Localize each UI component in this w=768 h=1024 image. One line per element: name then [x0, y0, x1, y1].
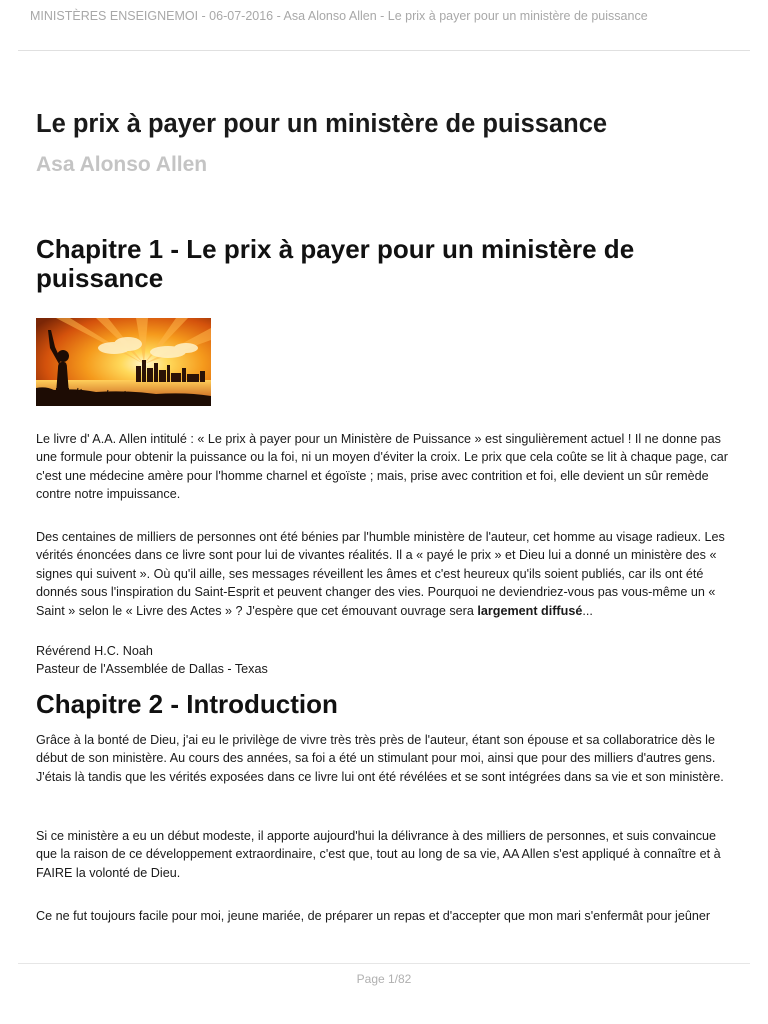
chapter-1-heading: Chapitre 1 - Le prix à payer pour un ministère de puissance: [36, 234, 635, 293]
chapter-2-heading: Chapitre 2 - Introduction: [36, 689, 338, 719]
document-author: Asa Alonso Allen: [36, 153, 208, 176]
chapter-1-paragraph-1: Le livre d' A.A. Allen intitulé : « Le prix à payer pour un Ministère de Puissance » est singulièrement actuel ! Il ne donne pas une formule pour obtenir la puissance ou la foi, ni un moyen d'éviter la croix. Le prix que cela coûte se lit à chaque page, car c'est une médecine amère pour l'homme charnel et égoïste ; mais, prise avec contrition et foi, elle devient un sûr remède contre notre impuissance.: [36, 432, 728, 502]
chapter-1-paragraph-2-end: ...: [582, 603, 593, 618]
sunset-silhouette-illustration: [36, 318, 211, 406]
chapter-1-paragraph-2-text: Des centaines de milliers de personnes ont été bénies par l'humble ministère de l'auteur, cet homme au visage radieux. Les vérités énoncées dans ce livre sont pour lui de vivantes réalités. Il a « payé le prix » et Dieu lui a donné un ministère des « signes qui suivent ». Où qu'il aille, ses messages réveillent les âmes et c'est heureux qu'ils soient publiés, car ils ont été donnés sous l'inspiration du Saint-Esprit et peuvent changer des vies. Pourquoi ne deviendriez-vous pas vous-même un « Saint » selon le « Livre des Actes » ? J'espère que cet émouvant ouvrage sera: [36, 530, 725, 618]
signature-block: [36, 642, 736, 679]
chapter-2-paragraph-3: Ce ne fut toujours facile pour moi, jeune mariée, de préparer un repas et d'accepter que mon mari s'enfermât pour jeûner: [36, 909, 711, 923]
footer-divider: [18, 963, 750, 964]
signature-role: Pasteur de l'Assemblée de Dallas - Texas: [36, 662, 268, 677]
chapter-1-paragraph-2: [36, 528, 736, 620]
running-header: MINISTÈRES ENSEIGNEMOI - 06-07-2016 - Asa Alonso Allen - Le prix à payer pour un ministère de puissance: [18, 0, 750, 51]
signature-name: Révérend H.C. Noah: [36, 644, 153, 658]
page-number: Page 1/82: [356, 972, 412, 986]
chapter-2-paragraph-2: Si ce ministère a eu un début modeste, il apporte aujourd'hui la délivrance à des milliers de personnes, et suis convaincue que la raison de ce développement extraordinaire, c'est que, tout au long de sa vie, AA Allen s'est appliqué à connaître et à FAIRE la volonté de Dieu.: [36, 829, 721, 880]
document-title: Le prix à payer pour un ministère de puissance: [36, 110, 608, 138]
chapter-2-paragraph-1: Grâce à la bonté de Dieu, j'ai eu le privilège de vivre très très près de l'auteur, étant son épouse et sa collaboratrice dès le début de son ministère. Au cours des années, sa foi a été un stimulant pour moi, ainsi que pour des milliers d'autres gens. J'étais là tandis que les vérités exposées dans ce livre lui ont été révélées et se sont intégrées dans sa vie et son ministère.: [36, 733, 724, 784]
chapter-1-paragraph-2-bold: largement diffusé: [477, 603, 583, 618]
